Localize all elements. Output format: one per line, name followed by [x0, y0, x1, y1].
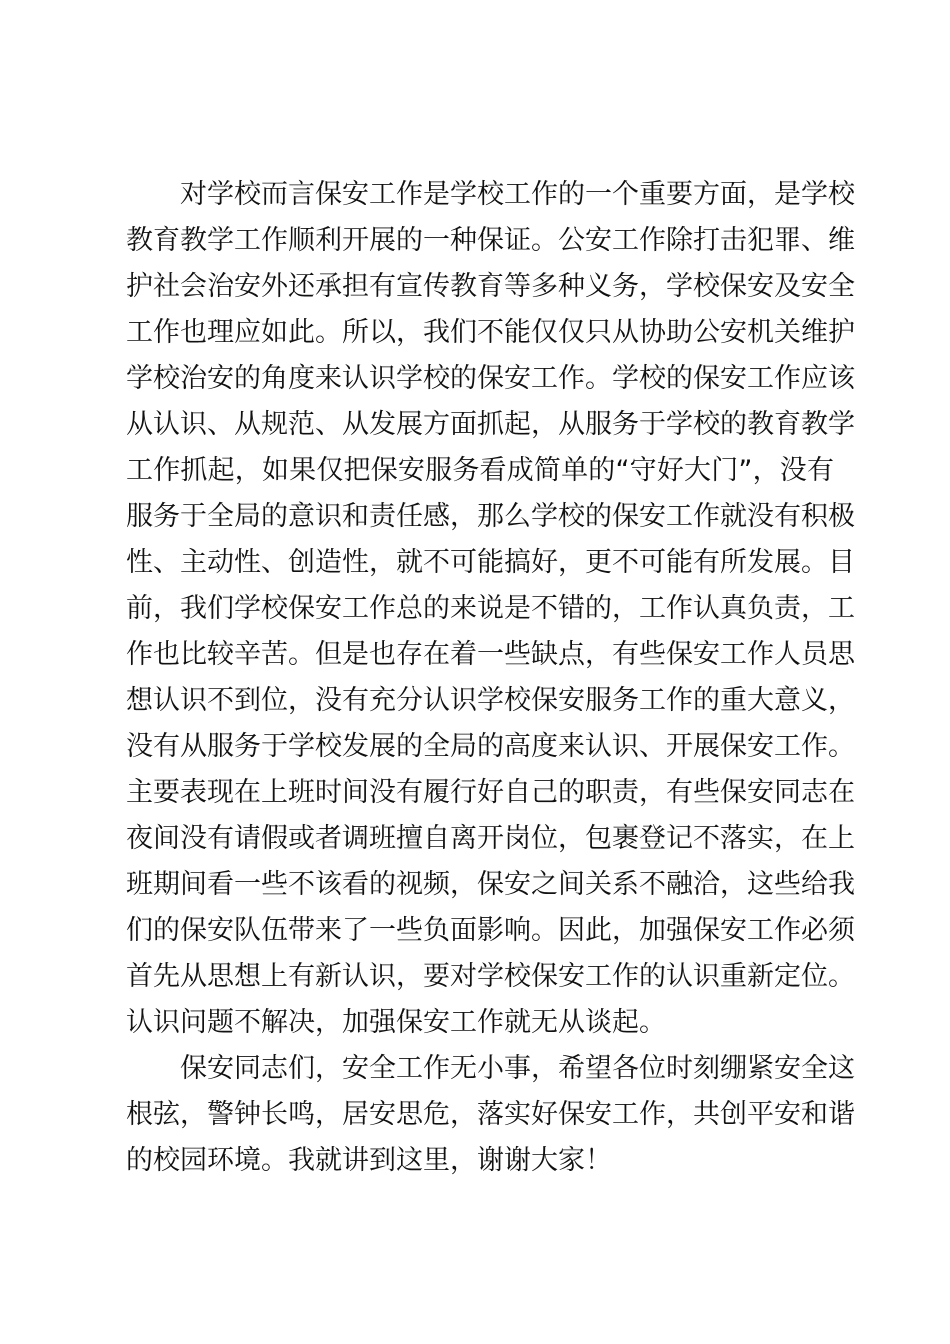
- text-line: 首先从思想上有新认识，要对学校保安工作的认识重新定位。: [126, 961, 855, 992]
- text-line: 工作抓起，如果仅把保安服务看成简单的“守好大门”，没有: [126, 455, 834, 486]
- paragraph-1: [126, 172, 855, 1046]
- text-line: 前，我们学校保安工作总的来说是不错的，工作认真负责，工: [126, 593, 855, 624]
- text-line: 从认识、从规范、从发展方面抓起，从服务于学校的教育教学: [126, 409, 855, 440]
- text-line: 教育教学工作顺利开展的一种保证。公安工作除打击犯罪、维: [126, 225, 855, 256]
- document-body: [126, 172, 855, 1184]
- text-line: 没有从服务于学校发展的全局的高度来认识、开展保安工作。: [126, 731, 855, 762]
- text-line: 班期间看一些不该看的视频，保安之间关系不融洽，这些给我: [126, 869, 855, 900]
- text-line: 对学校而言保安工作是学校工作的一个重要方面，是学校: [180, 179, 855, 210]
- text-line: 护社会治安外还承担有宣传教育等多种义务，学校保安及安全: [126, 271, 855, 302]
- text-line: 夜间没有请假或者调班擅自离开岗位，包裹登记不落实，在上: [126, 823, 855, 854]
- text-line: 工作也理应如此。所以，我们不能仅仅只从协助公安机关维护: [126, 317, 855, 348]
- text-line: 认识问题不解决，加强保安工作就无从谈起。: [126, 1007, 666, 1038]
- text-line: 保安同志们，安全工作无小事，希望各位时刻绷紧安全这: [180, 1053, 855, 1084]
- text-line: 主要表现在上班时间没有履行好自己的职责，有些保安同志在: [126, 777, 855, 808]
- text-line: 们的保安队伍带来了一些负面影响。因此，加强保安工作必须: [126, 915, 855, 946]
- text-line: 的校园环境。我就讲到这里，谢谢大家！: [126, 1145, 612, 1176]
- paragraph-2: [126, 1046, 855, 1184]
- text-line: 作也比较辛苦。但是也存在着一些缺点，有些保安工作人员思: [126, 639, 855, 670]
- text-line: 服务于全局的意识和责任感，那么学校的保安工作就没有积极: [126, 501, 855, 532]
- text-line: 根弦，警钟长鸣，居安思危，落实好保安工作，共创平安和谐: [126, 1099, 855, 1130]
- text-line: 性、主动性、创造性，就不可能搞好，更不可能有所发展。目: [126, 547, 855, 578]
- text-line: 学校治安的角度来认识学校的保安工作。学校的保安工作应该: [126, 363, 855, 394]
- text-line: 想认识不到位，没有充分认识学校保安服务工作的重大意义，: [126, 685, 855, 716]
